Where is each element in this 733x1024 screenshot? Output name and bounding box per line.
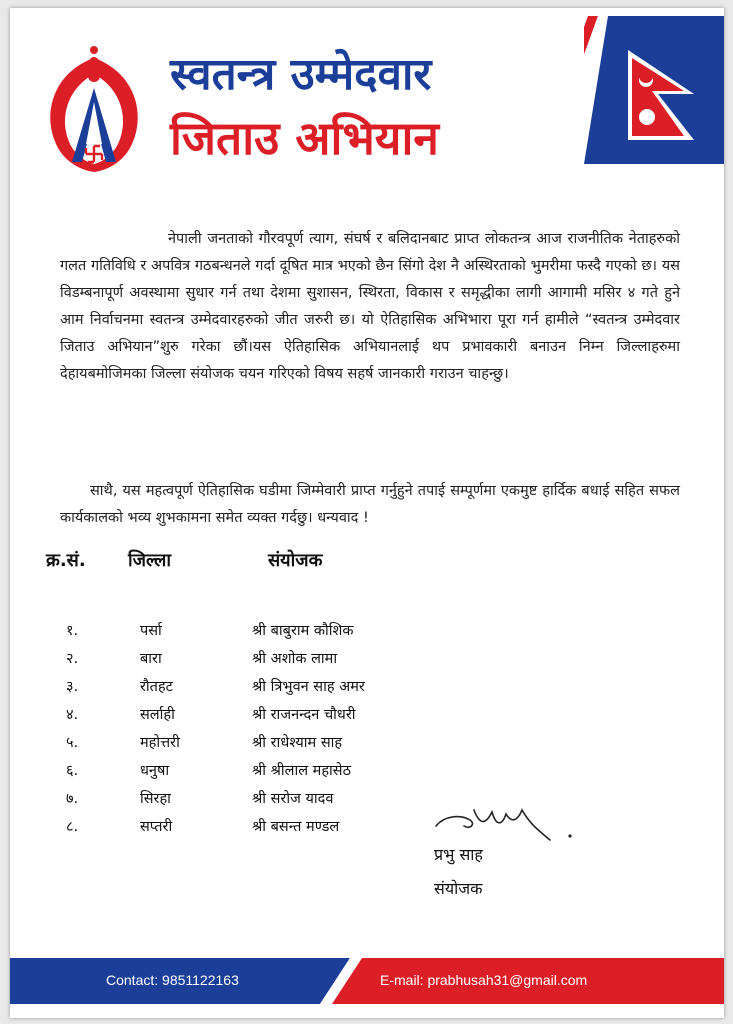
row-number: ७.	[66, 791, 79, 807]
table-row	[10, 648, 470, 675]
row-coordinator: श्री राजनन्दन चौधरी	[252, 707, 356, 723]
row-district: पर्सा	[140, 623, 162, 639]
campaign-title-line1: स्वतन्त्र उम्मेदवार	[170, 49, 432, 100]
row-district: सर्लाही	[140, 707, 175, 723]
row-district: सप्तरी	[140, 819, 173, 835]
row-coordinator: श्री त्रिभुवन साह अमर	[252, 679, 365, 695]
contact-email: E-mail: prabhusah31@gmail.com	[380, 972, 588, 988]
row-coordinator: श्री बसन्त मण्डल	[252, 819, 340, 835]
row-number: ५.	[66, 735, 79, 751]
column-header-number: क्र.सं.	[46, 550, 86, 571]
table-row	[10, 620, 470, 647]
signatory-name: प्रभु साह	[434, 845, 483, 864]
row-number: ६.	[66, 763, 79, 779]
row-district: रौतहट	[140, 679, 173, 695]
row-number: २.	[66, 651, 79, 667]
row-number: ४.	[66, 707, 79, 723]
contact-phone: Contact: 9851122163	[106, 972, 239, 988]
header-band	[584, 16, 724, 164]
campaign-title-line2: जिताउ अभियान	[170, 111, 439, 165]
table-row	[10, 704, 470, 731]
row-district: धनुषा	[140, 763, 170, 779]
closing-paragraph: साथै, यस महत्वपूर्ण ऐतिहासिक घडीमा जिम्मेवारी प्राप्त गर्नुहुने तपाई सम्पूर्णमा एकमुष्ट हार्दिक बधाई सहित सफल कार्यकालको भव्य शुभकामना समेत व्यक्त गर्दछु। धन्यवाद !	[60, 483, 680, 526]
row-number: १.	[66, 623, 79, 639]
row-district: बारा	[140, 651, 162, 667]
table-row	[10, 732, 470, 759]
row-number: ८.	[66, 819, 79, 835]
row-number: ३.	[66, 679, 79, 695]
swastika-flame-logo-icon	[34, 44, 154, 174]
table-row	[10, 816, 470, 843]
column-header-district: जिल्ला	[128, 550, 172, 571]
row-district: सिरहा	[140, 791, 171, 807]
intro-paragraph: नेपाली जनताको गौरवपूर्ण त्याग, संघर्ष र बलिदानबाट प्राप्त लोकतन्त्र आज राजनीतिक नेताहरुको गलत गतिविधि र अपवित्र गठबन्धनले गर्दा दूषित मात्र भएको छैन सिंगो देश नै अस्थिरताको भुमरीमा फस्दै गएको छ। यस विडम्बनापूर्ण अवस्थामा सुधार गर्न तथा देशमा सुशासन, स्थिरता, विकास र समृद्धीका लागी आगामी मसिर ४ गते हुने आम निर्वाचनमा स्वतन्त्र उम्मेदवारहरुको जीत जरुरी छ। यो ऐतिहासिक अभिभारा पूरा गर्न हामीले “स्वतन्त्र उम्मेदवार जिताउ अभियान”शुरु गरेका छौं।यस ऐतिहासिक अभियानलाई थप प्रभावकारी बनाउन निम्न जिल्लाहरुमा देहायबमोजिमका जिल्ला संयोजक चयन गरिएको विषय सहर्ष जानकारी गराउन चाहन्छु।	[60, 231, 680, 382]
row-coordinator: श्री राधेश्याम साह	[252, 735, 343, 751]
letter-page	[10, 8, 724, 1018]
signatory-role: संयोजक	[434, 879, 483, 898]
column-header-coordinator: संयोजक	[268, 550, 323, 571]
table-row	[10, 760, 470, 787]
table-row	[10, 788, 470, 815]
row-coordinator: श्री अशोक लामा	[252, 651, 338, 667]
table-row	[10, 676, 470, 703]
row-coordinator: श्री सरोज यादव	[252, 791, 334, 807]
row-coordinator: श्री बाबुराम कौशिक	[252, 623, 354, 639]
footer-bar	[10, 958, 724, 1004]
row-coordinator: श्री श्रीलाल महासेठ	[252, 763, 352, 779]
row-district: महोत्तरी	[140, 735, 180, 751]
